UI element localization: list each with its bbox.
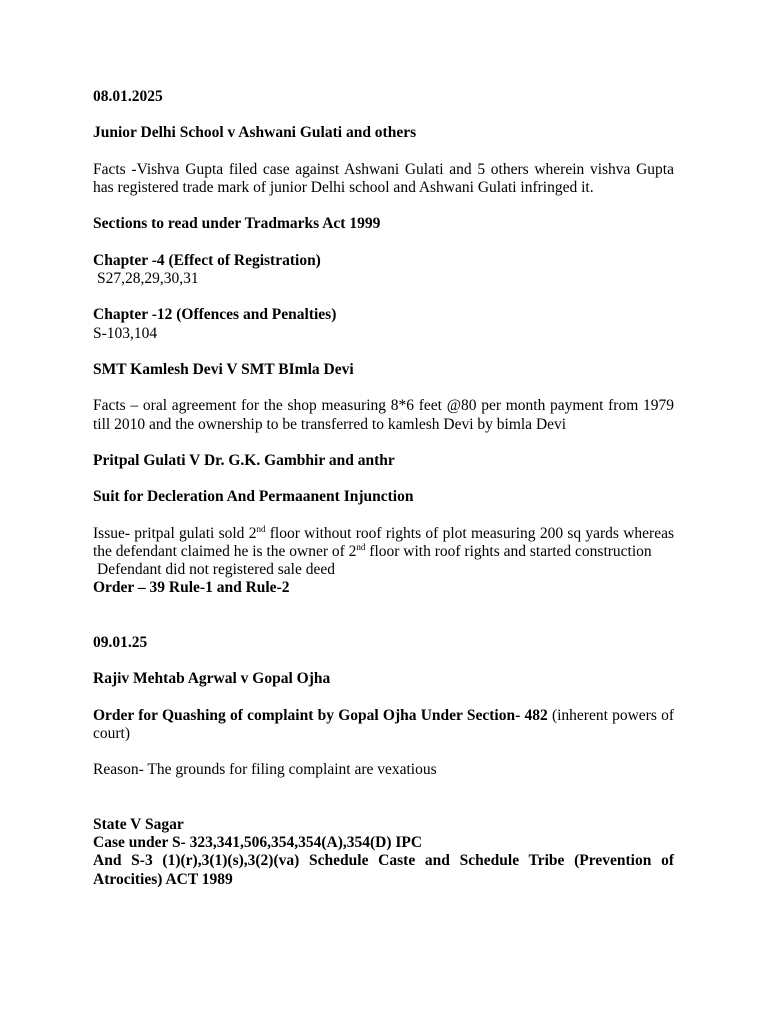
order-bold-text: Order for Quashing of complaint by Gopal Ojha Under Section- 482 xyxy=(93,706,548,724)
case-title-junior-delhi: Junior Delhi School v Ashwani Gulati and others xyxy=(93,124,417,142)
document-page xyxy=(93,88,674,889)
order-rule: Order – 39 Rule-1 and Rule-2 xyxy=(93,579,290,597)
case-issue-pritpal-gulati xyxy=(93,525,674,561)
case-reason-rajiv-mehtab: Reason- The grounds for filing complaint are vexatious xyxy=(93,761,437,779)
defendant-note: Defendant did not registered sale deed xyxy=(97,561,336,579)
suit-heading: Suit for Decleration And Permaanent Injunction xyxy=(93,488,414,506)
case-title-state-v-sagar: State V Sagar xyxy=(93,815,184,833)
date-heading-1: 08.01.2025 xyxy=(93,88,163,105)
case-title-rajiv-mehtab: Rajiv Mehtab Agrwal v Gopal Ojha xyxy=(93,670,331,688)
chapter-12-sections: S-103,104 xyxy=(93,324,158,342)
issue-text-b: floor without roof rights of plot measuring 200 sq yards whereas the defendant claimed he is the owner of 2 xyxy=(93,524,675,560)
issue-text-c: floor with roof rights and started construction xyxy=(365,542,652,560)
issue-text-a: Issue- pritpal gulati sold 2 xyxy=(93,524,257,542)
case-order-rajiv-mehtab xyxy=(93,707,674,743)
case-title-pritpal-gulati: Pritpal Gulati V Dr. G.K. Gambhir and anthr xyxy=(93,451,395,469)
case-sections-ipc: Case under S- 323,341,506,354,354(A),354(D) IPC xyxy=(93,834,423,852)
sections-heading: Sections to read under Tradmarks Act 1999 xyxy=(93,215,381,233)
order-rest-text: (inherent powers of court) xyxy=(93,706,675,742)
ordinal-suffix: nd xyxy=(256,523,266,534)
chapter-4-sections: S27,28,29,30,31 xyxy=(97,269,199,287)
case-sections-sc-st: And S-3 (1)(r),3(1)(s),3(2)(va) Schedule Caste and Schedule Tribe (Prevention of Atrocities) ACT 1989 xyxy=(93,852,674,888)
case-facts-kamlesh-devi: Facts – oral agreement for the shop measuring 8*6 feet @80 per month payment from 1979 till 2010 and the ownership to be transferred to kamlesh Devi by bimla Devi xyxy=(93,397,674,433)
chapter-12-heading: Chapter -12 (Offences and Penalties) xyxy=(93,306,337,324)
ordinal-suffix: nd xyxy=(356,541,366,552)
chapter-4-heading: Chapter -4 (Effect of Registration) xyxy=(93,251,321,269)
case-facts-junior-delhi: Facts -Vishva Gupta filed case against Ashwani Gulati and 5 others wherein vishva Gupta has registered trade mark of junior Delhi school and Ashwani Gulati infringed it. xyxy=(93,160,674,196)
case-title-kamlesh-devi: SMT Kamlesh Devi V SMT BImla Devi xyxy=(93,360,354,378)
date-heading-2: 09.01.25 xyxy=(93,633,148,651)
